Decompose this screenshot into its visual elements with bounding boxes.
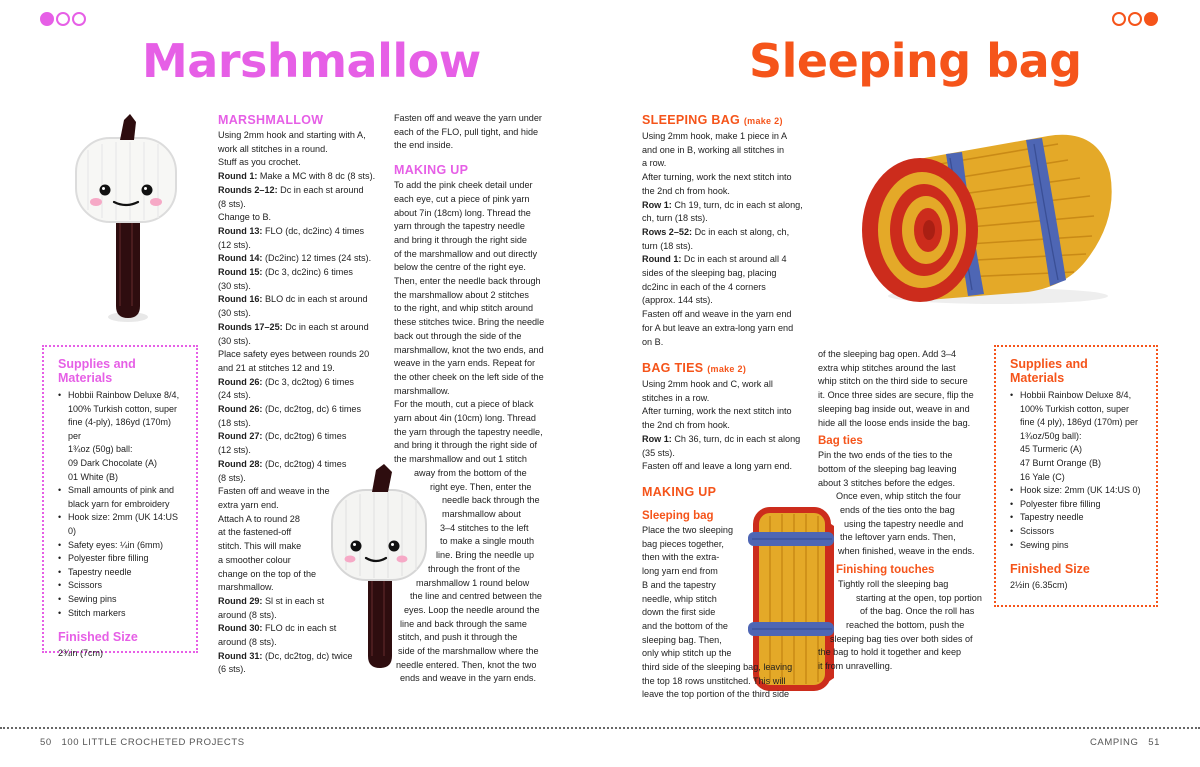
text-line: reached the bottom, push the bbox=[846, 619, 965, 630]
supply-item: • Tapestry needle bbox=[1010, 511, 1146, 525]
text-line: (30 sts). bbox=[218, 308, 251, 319]
text-line: Round 1: Make a MC with 8 dc (8 sts). bbox=[218, 171, 376, 182]
supply-item: • Safety eyes: ¼in (6mm) bbox=[58, 539, 186, 553]
supply-item: 01 White (B) bbox=[68, 471, 119, 482]
text-line: stitches in a row. bbox=[642, 392, 710, 403]
text-line: bag pieces together, bbox=[642, 538, 724, 549]
text-line: to the right, and whip stitch around bbox=[394, 303, 534, 314]
text-line: Round 13: FLO (dc, dc2inc) 4 times bbox=[218, 225, 365, 236]
text-line: Fasten off and weave in the bbox=[218, 486, 330, 497]
marshmallow-making-up bbox=[394, 112, 564, 686]
text-line: Then, enter the needle back through bbox=[394, 276, 541, 287]
supplies-heading-line: Supplies and bbox=[58, 357, 136, 371]
text-line: and bring it through the right side bbox=[394, 234, 527, 245]
text-line: (8 sts). bbox=[218, 198, 246, 209]
footer-divider bbox=[0, 727, 1200, 729]
text-line: (approx. 144 sts). bbox=[642, 295, 713, 306]
text-line: stitch, and push it through the bbox=[398, 632, 518, 643]
bold-lead: Round 31: bbox=[218, 650, 263, 661]
page-title-sleeping-bag: Sleeping bag bbox=[749, 34, 1082, 88]
text-line: Pin the two ends of the ties to the bbox=[818, 450, 953, 461]
text-line: Round 27: (Dc, dc2tog) 6 times bbox=[218, 431, 347, 442]
text-line: each of the FLO, pull tight, and hide bbox=[394, 126, 539, 137]
text-line: ends and weave in the yarn ends. bbox=[400, 673, 536, 684]
finished-size-value: 2¾in (7cm) bbox=[58, 648, 104, 659]
text-line: turn (18 sts). bbox=[642, 240, 694, 251]
pattern-lines bbox=[642, 524, 817, 702]
supplies-heading bbox=[1010, 357, 1146, 385]
text-line: Stuff as you crochet. bbox=[218, 157, 301, 168]
text-line: yarn about 4in (10cm) long. Thread bbox=[394, 413, 536, 424]
text-line: and bring it through the right side of bbox=[394, 440, 538, 451]
page-dots-left bbox=[40, 12, 86, 26]
supply-item: • Hook size: 2mm (UK 14:US 0) bbox=[1010, 484, 1146, 498]
supply-item: 100% Turkish cotton, super bbox=[68, 403, 178, 414]
text-line: and one in B, working all stitches in bbox=[642, 144, 785, 155]
text-line: the line and centred between the bbox=[410, 591, 542, 602]
pattern-lines bbox=[394, 112, 564, 153]
text-line: back out through the side of the bbox=[394, 330, 522, 341]
text-line: it from unravelling. bbox=[818, 661, 893, 672]
section-heading bbox=[642, 112, 812, 129]
supplies-heading bbox=[58, 357, 186, 385]
text-line: Round 28: (Dc, dc2tog) 4 times bbox=[218, 458, 347, 469]
text-line: side of the marshmallow where the bbox=[398, 646, 539, 657]
section-heading-text: SLEEPING BAG bbox=[642, 113, 741, 127]
book-title: 100 LITTLE CROCHETED PROJECTS bbox=[61, 737, 245, 748]
supply-item: fine (4-ply), 186yd (170m) per bbox=[68, 417, 172, 441]
text-line: needle back through the bbox=[442, 495, 540, 506]
text-line: stitch. This will make bbox=[218, 541, 302, 552]
text-line: work all stitches in a round. bbox=[218, 143, 328, 154]
text-line: starting at the open, top portion bbox=[856, 592, 982, 603]
text-line: Using 2mm hook, make 1 piece in A bbox=[642, 131, 788, 141]
text-line: each eye, cut a piece of pink yarn bbox=[394, 193, 530, 204]
bold-lead: Round 28: bbox=[218, 458, 263, 469]
text-line: whip stitch on the third side to secure bbox=[818, 376, 968, 387]
bold-lead: Round 15: bbox=[218, 267, 263, 278]
text-line: Rounds 2–12: Dc in each st around bbox=[218, 184, 364, 195]
text-line: a smoother colour bbox=[218, 554, 291, 565]
supply-item: 45 Turmeric (A) bbox=[1020, 444, 1083, 455]
marshmallow-pattern bbox=[218, 112, 388, 677]
text-line: B and the tapestry bbox=[642, 579, 716, 590]
finished-size-value: 2½in (6.35cm) bbox=[1010, 580, 1068, 591]
bold-lead: Round 27: bbox=[218, 431, 263, 442]
text-line: Round 14: (Dc2inc) 12 times (24 sts). bbox=[218, 253, 372, 264]
supply-item: • Stitch markers bbox=[58, 607, 186, 621]
text-line: and 21 at stitches 12 and 19. bbox=[218, 362, 335, 373]
bold-lead: Rows 2–52: bbox=[642, 226, 693, 237]
text-line: at the fastened-off bbox=[218, 527, 292, 538]
text-line: bottom of the sleeping bag leaving bbox=[818, 463, 957, 474]
sleeping-bag-making-up bbox=[642, 484, 817, 702]
text-line: marshmallow. bbox=[218, 582, 274, 593]
sleeping-bag-pattern bbox=[642, 112, 812, 349]
supplies-heading-line: Materials bbox=[1010, 371, 1065, 385]
supply-item: • Hobbii Rainbow Deluxe 8/4, bbox=[58, 389, 186, 403]
text-line: Using 2mm hook and starting with A, bbox=[218, 130, 366, 140]
supply-item: 1¾oz (50g) ball: bbox=[68, 444, 133, 455]
dot-icon bbox=[1144, 12, 1158, 26]
text-line: Fasten off and weave in the yarn end bbox=[642, 309, 792, 320]
text-line: the top 18 rows unstitched. This will bbox=[642, 675, 786, 686]
text-line: Using 2mm hook and C, work all bbox=[642, 379, 773, 389]
text-line: using the tapestry needle and bbox=[844, 518, 964, 529]
text-line: marshmallow 1 round below bbox=[416, 577, 530, 588]
supply-item: • Hobbii Rainbow Deluxe 8/4, bbox=[1010, 389, 1146, 403]
bold-lead: Round 16: bbox=[218, 294, 263, 305]
bold-lead: Round 26: bbox=[218, 404, 263, 415]
text-line: Row 1: Ch 19, turn, dc in each st along, bbox=[642, 199, 803, 210]
text-line: to make a single mouth bbox=[440, 536, 535, 547]
supply-item: black yarn for embroidery bbox=[68, 498, 170, 509]
supply-item: • Polyester fibre filling bbox=[58, 552, 186, 566]
text-line: yarn through the tapestry needle bbox=[394, 221, 525, 232]
text-line: Fasten off and leave a long yarn end. bbox=[642, 461, 792, 472]
text-line: and the bottom of the bbox=[642, 620, 728, 631]
text-line: when finished, weave in the ends. bbox=[838, 546, 975, 557]
text-line: Change to B. bbox=[218, 212, 272, 223]
text-line: Place safety eyes between rounds 20 bbox=[218, 349, 370, 360]
text-line: Place the two sleeping bbox=[642, 525, 733, 535]
supply-item: • Tapestry needle bbox=[58, 566, 186, 580]
dot-icon bbox=[40, 12, 54, 26]
text-line: After turning, work the next stitch into bbox=[642, 406, 792, 417]
supply-item: fine (4 ply), 186yd (170m) per bbox=[1020, 417, 1139, 428]
text-line: down the first side bbox=[642, 607, 716, 618]
text-line: about 7in (18cm) long. Thread the bbox=[394, 207, 531, 218]
supply-item: • Scissors bbox=[58, 579, 186, 593]
text-line: the end inside. bbox=[394, 140, 454, 151]
text-line: Fasten off and weave the yarn under bbox=[394, 113, 542, 123]
dot-icon bbox=[1128, 12, 1142, 26]
text-line: For the mouth, cut a piece of black bbox=[394, 399, 534, 410]
text-line: sleeping bag. Then, bbox=[642, 634, 722, 645]
footer-right bbox=[1090, 737, 1160, 748]
text-line: the marshmallow and out 1 stitch bbox=[394, 454, 527, 465]
text-line: change on the top of the bbox=[218, 568, 317, 579]
text-line: right eye. Then, enter the bbox=[430, 481, 532, 492]
section-heading-note: (make 2) bbox=[743, 116, 783, 126]
text-line: then with the extra- bbox=[642, 552, 720, 563]
bold-lead: Round 14: bbox=[218, 253, 263, 264]
text-line: it. Once three sides are secure, flip the bbox=[818, 390, 974, 401]
text-line: (24 sts). bbox=[218, 390, 251, 401]
bag-ties-pattern bbox=[642, 360, 812, 474]
text-line: around (8 sts). bbox=[218, 609, 277, 620]
sub-heading: Bag ties bbox=[818, 435, 863, 448]
text-line: Attach A to round 28 bbox=[218, 513, 300, 524]
supply-item: • Small amounts of pink and bbox=[58, 484, 186, 498]
text-line: Tightly roll the sleeping bag bbox=[838, 578, 949, 589]
bold-lead: Round 26: bbox=[218, 376, 263, 387]
text-line: the yarn through the tapestry needle, bbox=[394, 426, 543, 437]
pattern-lines bbox=[818, 578, 990, 674]
text-line: leave the top portion of the third side bbox=[642, 689, 790, 700]
supply-item: • Sewing pins bbox=[58, 593, 186, 607]
bold-lead: Row 1: bbox=[642, 433, 672, 444]
text-line: sleeping bag inside out, weave in and bbox=[818, 403, 970, 414]
text-line: (18 sts). bbox=[218, 417, 251, 428]
section-heading: MARSHMALLOW bbox=[218, 113, 324, 127]
text-line: 3–4 stitches to the left bbox=[440, 522, 529, 533]
pattern-lines bbox=[818, 348, 990, 430]
text-line: around (8 sts). bbox=[218, 637, 277, 648]
text-line: needle entered. Then, knot the two bbox=[396, 659, 537, 670]
text-line: (30 sts). bbox=[218, 280, 251, 291]
marshmallow-photo bbox=[58, 110, 188, 325]
text-line: (12 sts). bbox=[218, 239, 251, 250]
dot-icon bbox=[56, 12, 70, 26]
text-line: hide all the loose ends inside the bag. bbox=[818, 417, 971, 428]
page-dots-right bbox=[1112, 12, 1158, 26]
text-line: extra yarn end. bbox=[218, 499, 279, 510]
sleeping-bag-photo bbox=[858, 118, 1120, 308]
page-number: 51 bbox=[1148, 737, 1160, 748]
text-line: on B. bbox=[642, 336, 664, 347]
sub-heading: Sleeping bag bbox=[642, 510, 714, 522]
text-line: extra whip stitches around the last bbox=[818, 362, 956, 373]
text-line: Once even, whip stitch the four bbox=[836, 491, 961, 502]
text-line: Round 26: (Dc, dc2tog, dc) 6 times bbox=[218, 404, 362, 415]
text-line: Row 1: Ch 36, turn, dc in each st along bbox=[642, 433, 801, 444]
text-line: eyes. Loop the needle around the bbox=[404, 604, 540, 615]
text-line: (8 sts). bbox=[218, 472, 246, 483]
sleeping-bag-making-up-cont bbox=[818, 348, 990, 674]
bold-lead: Round 1: bbox=[642, 254, 682, 265]
page-number: 50 bbox=[40, 737, 52, 748]
section-heading: MAKING UP bbox=[394, 163, 469, 178]
section-heading bbox=[642, 360, 812, 377]
text-line: marshmallow, knot the two ends, and bbox=[394, 344, 544, 355]
pattern-lines bbox=[394, 179, 564, 686]
dot-icon bbox=[72, 12, 86, 26]
supply-item: • Scissors bbox=[1010, 525, 1146, 539]
text-line: marshmallow. bbox=[394, 385, 450, 396]
text-line: ch, turn (18 sts). bbox=[642, 213, 708, 224]
text-line: dc2inc in each of the 4 corners bbox=[642, 281, 766, 292]
text-line: To add the pink cheek detail under bbox=[394, 180, 533, 191]
supply-item: 47 Burnt Orange (B) bbox=[1020, 457, 1102, 468]
text-line: sleeping bag ties over both sides of bbox=[830, 633, 973, 644]
supplies-list bbox=[1010, 389, 1146, 552]
text-line: the bag to hold it together and keep bbox=[818, 647, 962, 658]
bold-lead: Round 29: bbox=[218, 595, 263, 606]
text-line: third side of the sleeping bag, leaving bbox=[642, 662, 793, 673]
supplies-box-sleeping-bag bbox=[994, 345, 1158, 607]
text-line: Round 26: (Dc 3, dc2tog) 6 times bbox=[218, 376, 354, 387]
supply-item: • Sewing pins bbox=[1010, 539, 1146, 553]
section-name: CAMPING bbox=[1089, 737, 1139, 748]
text-line: about 3 stitches before the edges. bbox=[818, 477, 956, 488]
page-title-marshmallow: Marshmallow bbox=[142, 34, 481, 88]
text-line: below the centre of the right eye. bbox=[394, 262, 526, 273]
text-line: long yarn end from bbox=[642, 566, 718, 577]
text-line: Round 1: Dc in each st around all 4 bbox=[642, 254, 787, 265]
section-heading-text: BAG TIES bbox=[642, 361, 704, 375]
bold-lead: Rounds 2–12: bbox=[218, 184, 278, 195]
supplies-list bbox=[58, 389, 186, 620]
text-line: only whip stitch up the bbox=[642, 648, 732, 659]
text-line: of the marshmallow and out directly bbox=[394, 248, 538, 259]
text-line: Round 15: (Dc 3, dc2inc) 6 times bbox=[218, 267, 353, 278]
bold-lead: Row 1: bbox=[642, 199, 672, 210]
text-line: through the front of the bbox=[428, 563, 521, 574]
finished-size-heading: Finished Size bbox=[58, 630, 138, 645]
text-line: (12 sts). bbox=[218, 445, 251, 456]
text-line: the leftover yarn ends. Then, bbox=[840, 532, 956, 543]
text-line: After turning, work the next stitch into bbox=[642, 172, 792, 183]
supply-item: 1¾oz/50g ball): bbox=[1020, 430, 1082, 441]
bold-lead: Rounds 17–25: bbox=[218, 321, 283, 332]
text-line: of the bag. Once the roll has bbox=[860, 606, 975, 617]
text-line: line. Bring the needle up bbox=[436, 550, 535, 561]
text-line: Round 29: Sl st in each st bbox=[218, 595, 325, 606]
text-line: (6 sts). bbox=[218, 664, 246, 675]
text-line: (30 sts). bbox=[218, 335, 251, 346]
supplies-heading-line: Materials bbox=[58, 371, 113, 385]
text-line: a row. bbox=[642, 158, 667, 169]
text-line: sides of the sleeping bag, placing bbox=[642, 268, 777, 279]
text-line: line and back through the same bbox=[400, 618, 527, 629]
bold-lead: Round 13: bbox=[218, 225, 263, 236]
text-line: the other cheek on the left side of the bbox=[394, 371, 544, 382]
supply-item: 100% Turkish cotton, super bbox=[1020, 403, 1130, 414]
pattern-lines bbox=[642, 130, 812, 349]
section-heading: MAKING UP bbox=[642, 485, 717, 499]
dot-icon bbox=[1112, 12, 1126, 26]
text-line: these stitches twice. Bring the needle bbox=[394, 317, 545, 328]
text-line: needle, whip stitch bbox=[642, 593, 717, 604]
text-line: the 2nd ch from hook. bbox=[642, 185, 730, 196]
supplies-box-marshmallow bbox=[42, 345, 198, 659]
finished-size-heading: Finished Size bbox=[1010, 562, 1090, 577]
text-line: for A but leave an extra-long yarn end bbox=[642, 322, 794, 333]
pattern-lines bbox=[818, 449, 990, 559]
text-line: of the sleeping bag open. Add 3–4 bbox=[818, 349, 957, 359]
text-line: ends of the ties onto the bag bbox=[840, 505, 955, 516]
supplies-heading-line: Supplies and bbox=[1010, 357, 1088, 371]
text-line: (35 sts). bbox=[642, 447, 675, 458]
text-line: the marshmallow about 2 stitches bbox=[394, 289, 529, 300]
pattern-lines bbox=[642, 378, 812, 474]
supply-item: 09 Dark Chocolate (A) bbox=[68, 457, 158, 468]
text-line: Rows 2–52: Dc in each st along, ch, bbox=[642, 226, 790, 237]
text-line: away from the bottom of the bbox=[414, 467, 527, 478]
supply-item: 16 Yale (C) bbox=[1020, 471, 1065, 482]
supply-item: • Polyester fibre filling bbox=[1010, 498, 1146, 512]
text-line: marshmallow about bbox=[442, 508, 521, 519]
bold-lead: Round 30: bbox=[218, 623, 263, 634]
sub-heading: Finishing touches bbox=[836, 563, 935, 576]
text-line: Round 30: FLO dc in each st bbox=[218, 623, 337, 634]
supply-item: • Hook size: 2mm (UK 14:US 0) bbox=[58, 511, 186, 538]
text-line: Rounds 17–25: Dc in each st around bbox=[218, 321, 369, 332]
text-line: weave in the yarn ends. Repeat for bbox=[394, 358, 536, 369]
text-line: Round 31: (Dc, dc2tog, dc) twice bbox=[218, 650, 353, 661]
footer-left bbox=[40, 737, 245, 748]
section-heading-note: (make 2) bbox=[707, 364, 747, 374]
text-line: Round 16: BLO dc in each st around bbox=[218, 294, 368, 305]
pattern-lines bbox=[218, 129, 388, 677]
bold-lead: Round 1: bbox=[218, 171, 258, 182]
text-line: the 2nd ch from hook. bbox=[642, 420, 730, 431]
